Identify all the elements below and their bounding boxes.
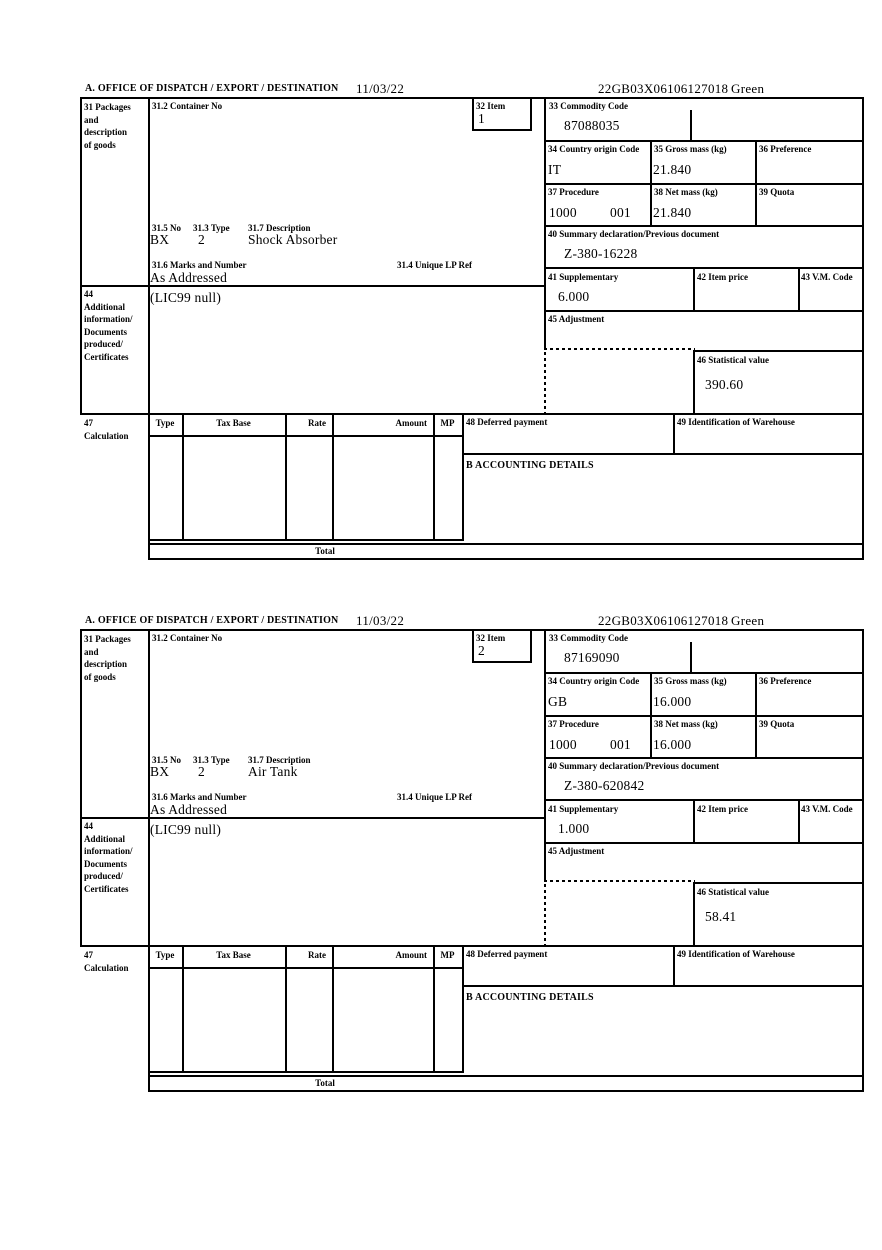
box44-label-line: Additional	[84, 301, 126, 312]
box44-additional-info-label	[84, 820, 146, 895]
border-line	[462, 985, 864, 987]
border-line	[80, 945, 864, 947]
item-box-label: 32 Item	[476, 633, 506, 643]
net-mass-value: 21.840	[653, 205, 692, 220]
package-no-value: BX	[150, 764, 170, 779]
country-origin-label: 34 Country origin Code	[548, 676, 640, 686]
supplementary-value: 6.000	[558, 289, 590, 304]
border-line	[472, 129, 532, 131]
package-no-value: BX	[150, 232, 170, 247]
border-line	[462, 453, 864, 455]
border-line	[148, 1090, 864, 1092]
box31-label-line: 31 Packages	[84, 634, 131, 644]
box47-label-line: 47	[84, 950, 93, 960]
commodity-code-label: 33 Commodity Code	[549, 633, 628, 643]
border-line	[530, 97, 532, 131]
declaration-date: 11/03/22	[356, 613, 405, 628]
statistical-value-label: 46 Statistical value	[697, 355, 769, 365]
office-of-dispatch-label: A. OFFICE OF DISPATCH / EXPORT / DESTINATION	[85, 83, 339, 94]
border-line	[332, 413, 334, 541]
border-line	[433, 413, 435, 541]
border-line	[285, 945, 287, 1073]
container-no-label: 31.2 Container No	[152, 633, 223, 643]
goods-description-value: Air Tank	[248, 764, 298, 779]
calc-header-amount: Amount	[395, 950, 427, 960]
border-line	[433, 945, 435, 1073]
gross-mass-label: 35 Gross mass (kg)	[654, 144, 727, 154]
marks-and-number-label: 31.6 Marks and Number	[152, 792, 247, 802]
border-line	[148, 543, 864, 545]
dotted-border-line	[544, 880, 695, 882]
marks-and-number-value: As Addressed	[150, 270, 228, 285]
calc-header-tax-base: Tax Base	[216, 950, 251, 960]
border-line	[755, 672, 757, 759]
goods-description-value: Shock Absorber	[248, 232, 338, 247]
box31-label-line: of goods	[84, 139, 116, 150]
border-line	[544, 183, 864, 185]
accounting-details-label: B ACCOUNTING DETAILS	[466, 992, 594, 1003]
box31-label-line: of goods	[84, 671, 116, 682]
previous-document-value: Z-380-16228	[564, 246, 638, 261]
border-line	[862, 97, 864, 560]
unique-lp-ref-label: 31.4 Unique LP Ref	[397, 792, 473, 802]
package-type-label: 31.3 Type	[193, 223, 230, 233]
box47-label-line: Calculation	[84, 430, 129, 441]
border-line	[544, 310, 864, 312]
border-line	[148, 539, 464, 541]
box47-calculation-label	[84, 949, 146, 974]
package-no-label: 31.5 No	[152, 223, 181, 233]
border-line	[693, 350, 695, 415]
office-of-dispatch-label: A. OFFICE OF DISPATCH / EXPORT / DESTINATION	[85, 615, 339, 626]
box44-label-line: Documents	[84, 326, 127, 337]
item-box-label: 32 Item	[476, 101, 506, 111]
border-line	[462, 945, 464, 1073]
movement-reference-number: 22GB03X06106127018	[598, 81, 729, 96]
statistical-value: 58.41	[705, 909, 737, 924]
marks-and-number-value: As Addressed	[150, 802, 228, 817]
country-origin-value: GB	[548, 694, 568, 709]
box44-label-line: produced/	[84, 871, 123, 881]
border-line	[544, 629, 546, 882]
border-line	[182, 413, 184, 541]
procedure-value: 1000	[549, 205, 577, 220]
preference-label: 36 Preference	[759, 676, 812, 686]
marks-and-number-label: 31.6 Marks and Number	[152, 260, 247, 270]
border-line	[693, 267, 695, 312]
deferred-payment-label: 48 Deferred payment	[466, 949, 548, 959]
border-line	[693, 350, 864, 352]
item-number-value: 2	[478, 643, 485, 658]
declaration-item-block	[0, 614, 882, 1094]
box44-label-line: 44	[84, 289, 93, 299]
border-line	[798, 267, 800, 312]
commodity-code-label: 33 Commodity Code	[549, 101, 628, 111]
procedure-suffix-value: 001	[610, 737, 631, 752]
supplementary-value: 1.000	[558, 821, 590, 836]
total-label: Total	[315, 546, 335, 556]
box47-calculation-label	[84, 417, 146, 442]
border-line	[673, 945, 675, 987]
previous-document-value: Z-380-620842	[564, 778, 645, 793]
box31-label-line: description	[84, 127, 128, 137]
additional-info-value: (LIC99 null)	[150, 822, 222, 837]
border-line	[673, 413, 675, 455]
box44-label-line: information/	[84, 846, 133, 856]
border-line	[472, 629, 474, 663]
net-mass-label: 38 Net mass (kg)	[654, 187, 718, 197]
border-line	[148, 629, 150, 1092]
supplementary-label: 41 Supplementary	[548, 804, 619, 814]
vm-code-label: 43 V.M. Code	[801, 272, 853, 282]
previous-document-label: 40 Summary declaration/Previous document	[548, 761, 720, 771]
border-line	[182, 945, 184, 1073]
package-type-value: 2	[198, 232, 205, 247]
border-line	[332, 945, 334, 1073]
calc-header-type: Type	[155, 950, 175, 960]
border-line	[650, 672, 652, 759]
box44-label-line: produced/	[84, 339, 123, 349]
box31-packages-label	[84, 101, 144, 151]
statistical-value: 390.60	[705, 377, 744, 392]
border-line	[472, 97, 474, 131]
border-line	[148, 558, 864, 560]
border-line	[285, 413, 287, 541]
container-no-label: 31.2 Container No	[152, 101, 223, 111]
box31-label-line: description	[84, 659, 128, 669]
net-mass-label: 38 Net mass (kg)	[654, 719, 718, 729]
border-line	[472, 661, 532, 663]
calc-header-amount: Amount	[395, 418, 427, 428]
routing-status: Green	[731, 81, 765, 96]
box44-label-line: information/	[84, 314, 133, 324]
border-line	[80, 629, 82, 947]
preference-label: 36 Preference	[759, 144, 812, 154]
box44-label-line: Additional	[84, 833, 126, 844]
item-number-value: 1	[478, 111, 485, 126]
supplementary-label: 41 Supplementary	[548, 272, 619, 282]
calc-header-mp: MP	[440, 418, 455, 428]
routing-status: Green	[731, 613, 765, 628]
border-line	[80, 413, 864, 415]
package-type-label: 31.3 Type	[193, 755, 230, 765]
border-line	[148, 97, 150, 560]
border-line	[544, 715, 864, 717]
border-line	[650, 140, 652, 227]
box31-label-line: and	[84, 114, 99, 125]
border-line	[544, 225, 864, 227]
border-line	[544, 842, 864, 844]
border-line	[148, 967, 464, 969]
unique-lp-ref-label: 31.4 Unique LP Ref	[397, 260, 473, 270]
calc-header-mp: MP	[440, 950, 455, 960]
country-origin-label: 34 Country origin Code	[548, 144, 640, 154]
warehouse-id-label: 49 Identification of Warehouse	[677, 417, 795, 427]
movement-reference-number: 22GB03X06106127018	[598, 613, 729, 628]
border-line	[80, 97, 82, 415]
box31-label-line: 31 Packages	[84, 102, 131, 112]
accounting-details-label: B ACCOUNTING DETAILS	[466, 460, 594, 471]
procedure-value: 1000	[549, 737, 577, 752]
warehouse-id-label: 49 Identification of Warehouse	[677, 949, 795, 959]
declaration-date: 11/03/22	[356, 81, 405, 96]
deferred-payment-label: 48 Deferred payment	[466, 417, 548, 427]
description-label: 31.7 Description	[248, 223, 311, 233]
gross-mass-value: 21.840	[653, 162, 692, 177]
country-origin-value: IT	[548, 162, 562, 177]
item-price-label: 42 Item price	[697, 272, 748, 282]
package-no-label: 31.5 No	[152, 755, 181, 765]
dotted-border-line	[544, 348, 695, 350]
box44-label-line: Certificates	[84, 883, 129, 894]
box44-additional-info-label	[84, 288, 146, 363]
calc-header-rate: Rate	[308, 950, 326, 960]
dotted-border-line	[544, 348, 546, 415]
box47-label-line: Calculation	[84, 962, 129, 973]
calc-header-type: Type	[155, 418, 175, 428]
description-label: 31.7 Description	[248, 755, 311, 765]
box44-label-line: Documents	[84, 858, 127, 869]
border-line	[862, 629, 864, 1092]
border-line	[530, 629, 532, 663]
border-line	[544, 757, 864, 759]
procedure-label: 37 Procedure	[548, 187, 599, 197]
commodity-code-value: 87169090	[564, 650, 620, 665]
declaration-item-block	[0, 82, 882, 562]
border-line	[798, 799, 800, 844]
dotted-border-line	[544, 880, 546, 947]
quota-label: 39 Quota	[759, 719, 795, 729]
border-line	[462, 413, 464, 541]
border-line	[544, 97, 546, 350]
border-line	[544, 799, 864, 801]
commodity-code-separator	[690, 110, 692, 141]
procedure-suffix-value: 001	[610, 205, 631, 220]
statistical-value-label: 46 Statistical value	[697, 887, 769, 897]
border-line	[148, 1071, 464, 1073]
border-line	[544, 672, 864, 674]
border-line	[148, 1075, 864, 1077]
box44-label-line: Certificates	[84, 351, 129, 362]
net-mass-value: 16.000	[653, 737, 692, 752]
box47-label-line: 47	[84, 418, 93, 428]
box44-label-line: 44	[84, 821, 93, 831]
calc-header-rate: Rate	[308, 418, 326, 428]
adjustment-label: 45 Adjustment	[548, 846, 605, 856]
commodity-code-value: 87088035	[564, 118, 620, 133]
vm-code-label: 43 V.M. Code	[801, 804, 853, 814]
quota-label: 39 Quota	[759, 187, 795, 197]
border-line	[693, 882, 864, 884]
commodity-code-separator	[690, 642, 692, 673]
border-line	[755, 140, 757, 227]
gross-mass-value: 16.000	[653, 694, 692, 709]
border-line	[148, 435, 464, 437]
box31-packages-label	[84, 633, 144, 683]
adjustment-label: 45 Adjustment	[548, 314, 605, 324]
box31-label-line: and	[84, 646, 99, 657]
border-line	[544, 267, 864, 269]
previous-document-label: 40 Summary declaration/Previous document	[548, 229, 720, 239]
border-line	[693, 882, 695, 947]
total-label: Total	[315, 1078, 335, 1088]
gross-mass-label: 35 Gross mass (kg)	[654, 676, 727, 686]
package-type-value: 2	[198, 764, 205, 779]
border-line	[693, 799, 695, 844]
procedure-label: 37 Procedure	[548, 719, 599, 729]
border-line	[544, 140, 864, 142]
calc-header-tax-base: Tax Base	[216, 418, 251, 428]
additional-info-value: (LIC99 null)	[150, 290, 222, 305]
item-price-label: 42 Item price	[697, 804, 748, 814]
